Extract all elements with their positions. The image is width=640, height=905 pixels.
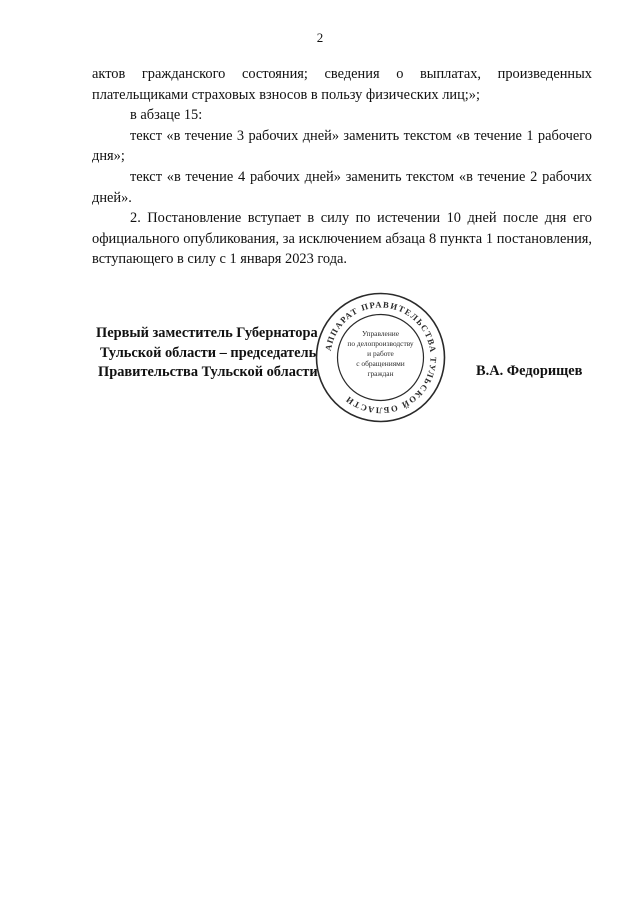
svg-text:Управление: Управление	[361, 329, 400, 338]
signatory-title	[96, 324, 318, 383]
paragraph-replace-4-days: текст «в течение 4 рабочих дней» заменить текстом «в течение 2 рабочих дней».	[92, 168, 592, 206]
svg-text:и работе: и работе	[367, 349, 394, 358]
signatory-title-line: Тульской области – председатель	[100, 344, 317, 361]
page-number: 2	[316, 30, 324, 45]
official-stamp	[313, 290, 448, 425]
paragraph-continuation: актов гражданского состояния; сведения о выплатах, произведенных плательщиками страховых взносов в пользу физических лиц;»;	[92, 66, 592, 103]
stamp-ring-text: АППАРАТ ПРАВИТЕЛЬСТВА ТУЛЬСКОЙ ОБЛАСТИ	[322, 299, 439, 416]
signatory-title-line: Правительства Тульской области	[98, 364, 318, 380]
paragraph-replace-3-days: текст «в течение 3 рабочих дней» заменить текстом «в течение 1 рабочего дня»;	[92, 127, 592, 165]
document-body	[92, 64, 592, 270]
signatory-title-line: Первый заместитель Губернатора	[96, 325, 318, 341]
signer-name: В.А. Федорищев	[476, 363, 583, 379]
svg-text:с обращениями: с обращениями	[356, 359, 405, 368]
paragraph-effective-date: 2. Постановление вступает в силу по истечении 10 дней после дня его официального опубликования, за исключением абзаца 8 пункта 1 постановления, вступающего в силу с 1 января 2023 года.	[92, 210, 592, 268]
paragraph-abzac-15: в абзаце 15:	[130, 107, 203, 124]
svg-text:по делопроизводству: по делопроизводству	[347, 339, 414, 348]
svg-text:граждан: граждан	[367, 369, 394, 378]
stamp-center-text	[347, 329, 414, 378]
